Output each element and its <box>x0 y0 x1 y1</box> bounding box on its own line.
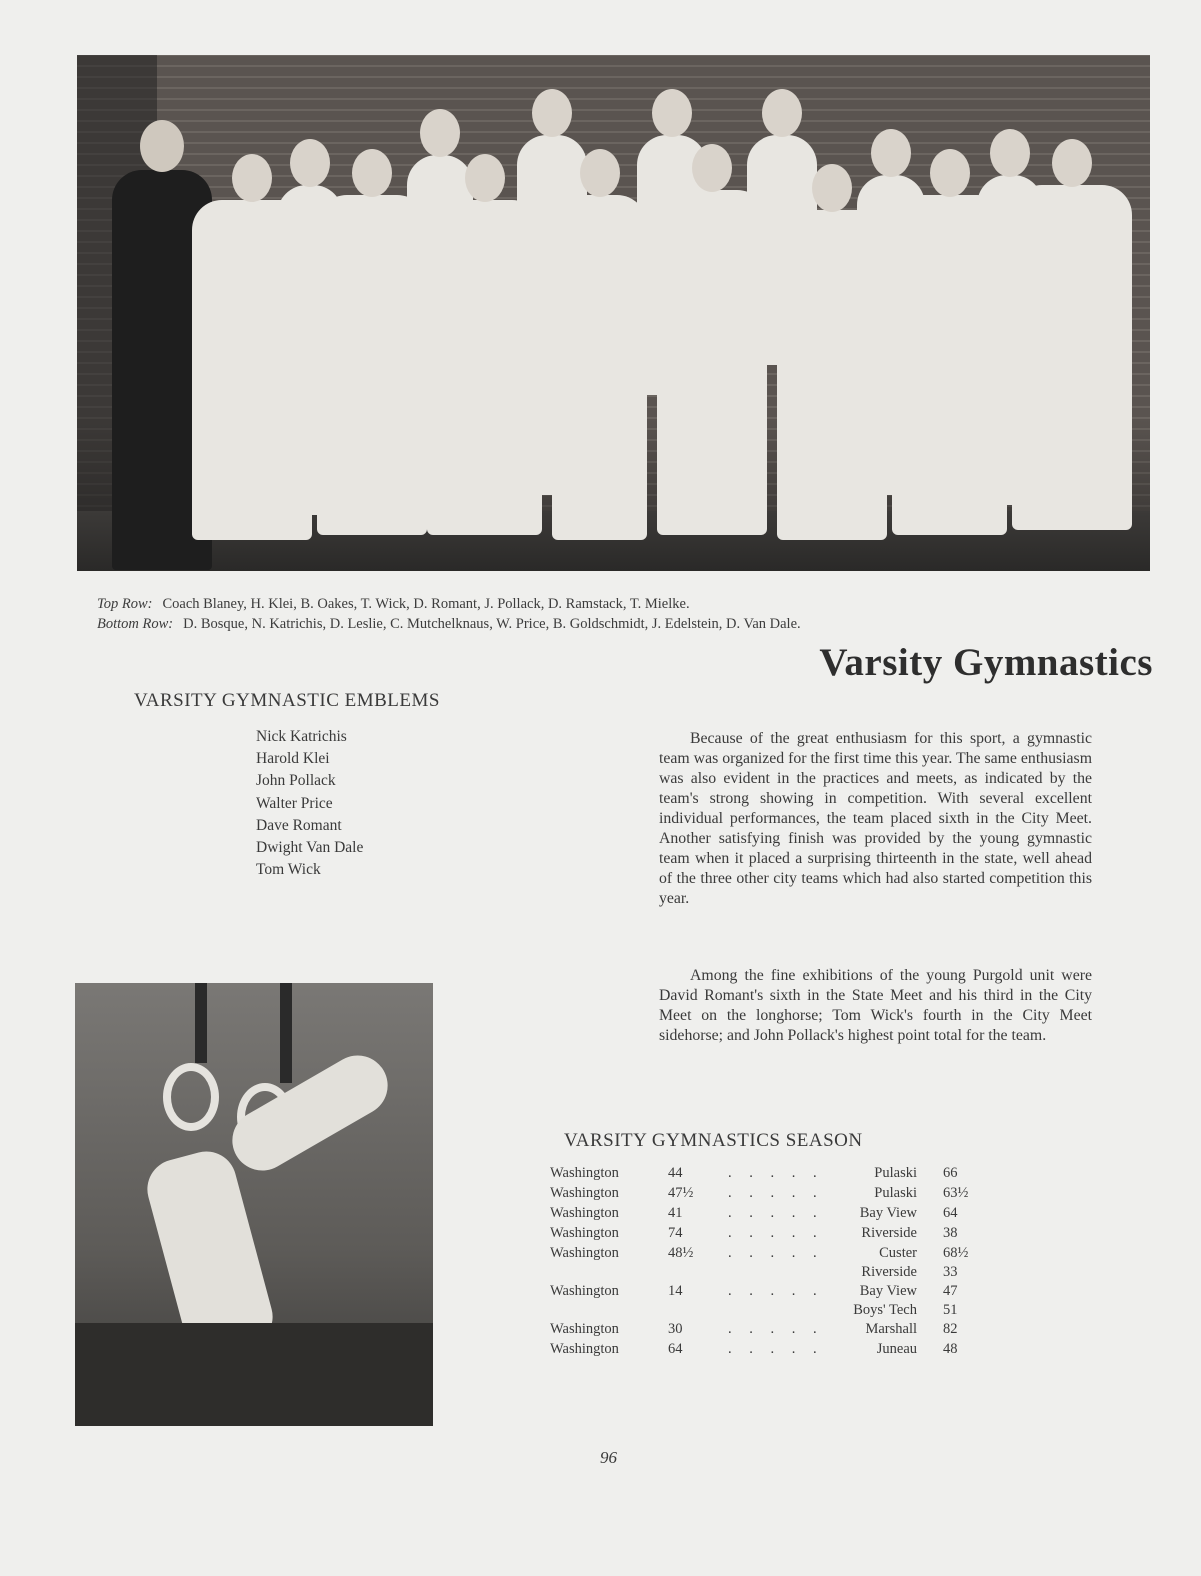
season-results-table <box>550 1164 983 1360</box>
opponent-score: 38 <box>943 1225 958 1241</box>
emblems-heading: VARSITY GYMNASTIC EMBLEMS <box>134 690 440 711</box>
table-row <box>550 1282 983 1320</box>
team-name: Washington <box>550 1341 619 1357</box>
leader-dots: . . . . . <box>728 1341 824 1357</box>
gym-ring <box>163 1063 219 1131</box>
gymnast-figure <box>892 195 1007 535</box>
opponent-name: Marshall <box>865 1321 917 1337</box>
caption-bottom-names: D. Bosque, N. Katrichis, D. Leslie, C. Mutchelknaus, W. Price, B. Goldschmidt, J. Edelstein, D. Van Dale. <box>183 615 801 632</box>
emblem-name: Dave Romant <box>256 816 342 834</box>
gymnast-figure <box>1012 185 1132 530</box>
gymnast-figure <box>427 200 542 535</box>
team-name: Washington <box>550 1165 619 1181</box>
team-name: Washington <box>550 1321 619 1337</box>
emblem-name: Nick Katrichis <box>256 728 347 745</box>
photo-caption-bottom-row <box>97 616 801 633</box>
opponent-name: Bay View <box>859 1283 917 1299</box>
opponent-name: Bay View <box>859 1205 917 1221</box>
team-name: Washington <box>550 1205 619 1221</box>
emblem-name: Harold Klei <box>256 750 330 768</box>
gymnast-figure <box>552 195 647 540</box>
leader-dots: . . . . . <box>728 1321 824 1337</box>
opponent-name: Juneau <box>876 1341 917 1357</box>
table-row <box>550 1320 983 1340</box>
emblem-name: John Pollack <box>256 772 336 790</box>
leader-dots: . . . . . <box>728 1283 824 1299</box>
table-row <box>550 1164 983 1184</box>
team-photo <box>77 55 1150 571</box>
table-row <box>550 1184 983 1204</box>
body-paragraph-1: Because of the great enthusiasm for this sport, a gymnastic team was organized for the first time this year. The same enthusiasm was also evident in the practices and meets, as indicated by the team's strong showing in competition. With several excellent individual performances, the team placed sixth in the City Meet. Another satisfying finish was provided by the young gymnastic team when it placed a surprising thirteenth in the state, well ahead of the three other city teams which had also started competition this year. <box>659 730 1092 907</box>
team-score: 30 <box>668 1321 683 1337</box>
leader-dots: . . . . . <box>728 1185 824 1201</box>
caption-bottom-label: Bottom Row: <box>97 615 174 632</box>
body-paragraph-2: Among the fine exhibitions of the young Purgold unit were David Romant's sixth in the State Meet and his third in the City Meet on the longhorse; Tom Wick's fourth in the City Meet sidehorse; and John Pollack's highest point total for the team. <box>659 967 1092 1044</box>
ring-strap <box>195 983 207 1063</box>
opponent-score: 47 <box>943 1283 958 1299</box>
table-row <box>550 1204 983 1224</box>
opponent-score: 63½ <box>943 1185 969 1201</box>
opponent-score: 68½ <box>943 1245 969 1261</box>
opponent-name: Riverside <box>861 1264 917 1280</box>
emblem-name: Tom Wick <box>256 861 321 879</box>
team-score: 74 <box>668 1225 683 1241</box>
opponent-score: 66 <box>943 1165 958 1181</box>
leader-dots: . . . . . <box>728 1225 824 1241</box>
page-title: Varsity Gymnastics <box>819 641 1153 684</box>
team-score: 64 <box>668 1341 683 1357</box>
opponent-score: 51 <box>943 1302 958 1318</box>
emblem-name: Dwight Van Dale <box>256 838 364 856</box>
opponent-name: Pulaski <box>874 1165 917 1181</box>
opponent-cell <box>840 1282 917 1320</box>
leader-dots: . . . . . <box>728 1205 824 1221</box>
table-row <box>550 1244 983 1282</box>
page-number: 96 <box>600 1448 617 1467</box>
opponent-score: 82 <box>943 1321 958 1337</box>
team-score: 41 <box>668 1205 683 1221</box>
opponent-name: Custer <box>879 1245 917 1261</box>
team-score: 48½ <box>668 1245 694 1261</box>
team-name: Washington <box>550 1245 619 1261</box>
team-name: Washington <box>550 1283 619 1299</box>
gym-floor <box>75 1323 433 1426</box>
emblem-name: Walter Price <box>256 794 333 812</box>
season-heading: VARSITY GYMNASTICS SEASON <box>564 1130 863 1151</box>
leader-dots: . . . . . <box>728 1245 824 1261</box>
gymnast-figure <box>777 210 887 540</box>
caption-top-names: Coach Blaney, H. Klei, B. Oakes, T. Wick, D. Romant, J. Pollack, D. Ramstack, T. Mielke. <box>162 595 690 612</box>
gymnast-legs <box>221 1045 398 1182</box>
leader-dots: . . . . . <box>728 1165 824 1181</box>
emblems-list <box>256 726 363 881</box>
ring-strap <box>280 983 292 1083</box>
team-score: 44 <box>668 1165 683 1181</box>
opponent-cell <box>840 1244 917 1282</box>
table-row <box>550 1224 983 1244</box>
caption-top-label: Top Row: <box>97 595 153 612</box>
gymnast-figure <box>657 190 767 535</box>
gymnast-figure <box>317 195 427 535</box>
opponent-name: Pulaski <box>874 1185 917 1201</box>
rings-photo <box>75 983 433 1426</box>
opponent-score-cell <box>917 1244 983 1282</box>
opponent-name: Riverside <box>861 1225 917 1241</box>
team-name: Washington <box>550 1225 619 1241</box>
team-score: 47½ <box>668 1185 694 1201</box>
team-score: 14 <box>668 1283 683 1299</box>
table-row <box>550 1340 983 1360</box>
opponent-score: 64 <box>943 1205 958 1221</box>
gymnast-figure <box>192 200 312 540</box>
opponent-score-cell <box>917 1282 983 1320</box>
opponent-name: Boys' Tech <box>853 1302 917 1318</box>
photo-caption-top-row <box>97 596 690 613</box>
opponent-score: 33 <box>943 1264 958 1280</box>
team-name: Washington <box>550 1185 619 1201</box>
opponent-score: 48 <box>943 1341 958 1357</box>
